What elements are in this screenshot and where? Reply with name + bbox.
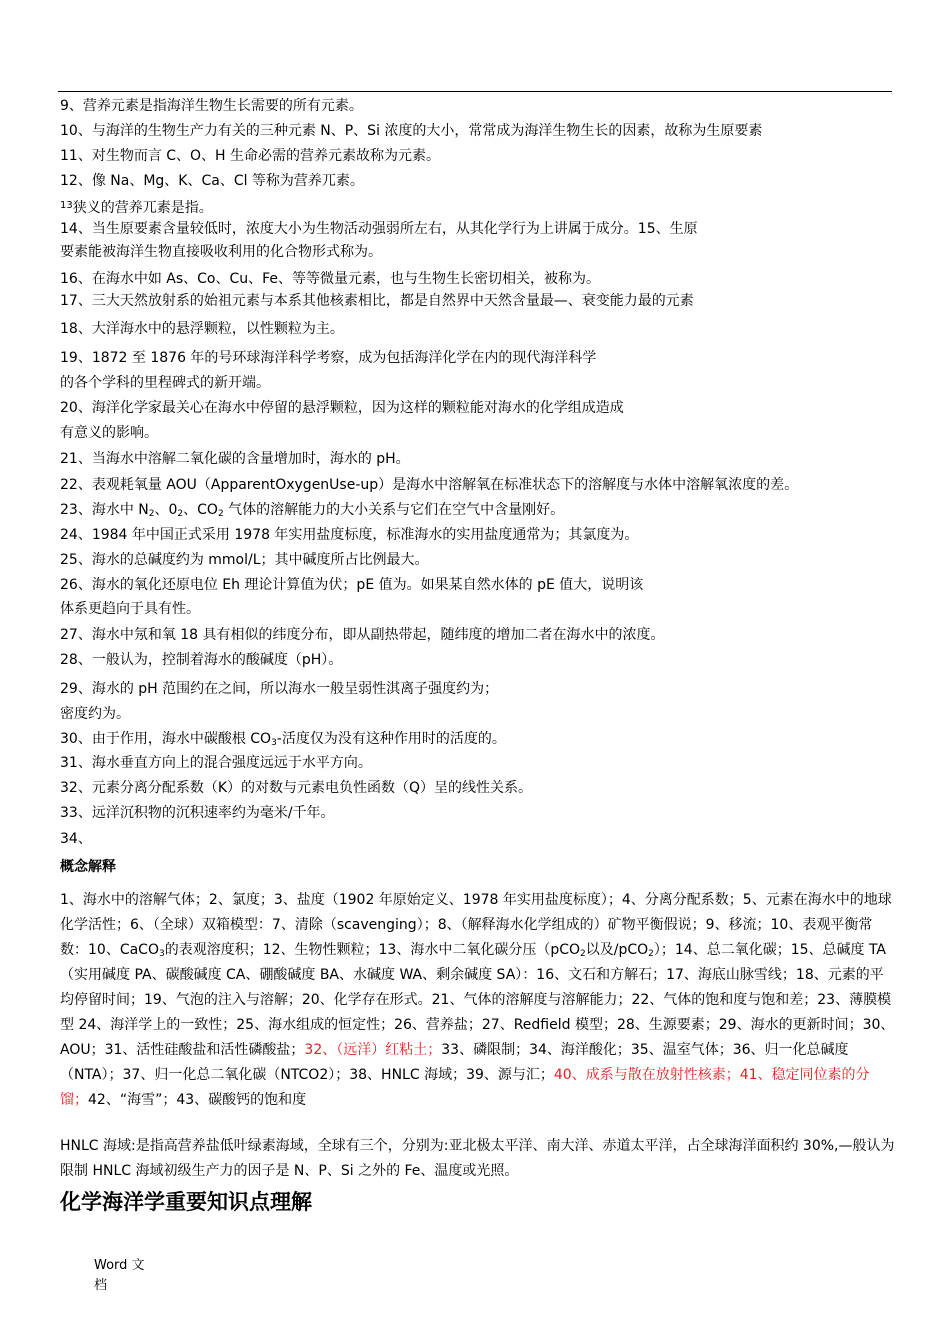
- question-29-cont: 密度约为。: [60, 706, 130, 722]
- question-20-cont: 有意义的影响。: [60, 425, 158, 441]
- q30-part: 30、由于作用，海水中碳酸根 CO: [60, 731, 272, 747]
- question-14: 14、当生原要素含量较低时，浓度大小为生物活动强弱所左右，从其化学行为上讲属于成分。15、生原: [60, 221, 698, 237]
- footer-line: Word 文: [94, 1258, 145, 1273]
- concepts-paragraph: [60, 888, 896, 1113]
- question-34: 34、: [60, 831, 92, 847]
- concepts-sub: 2: [580, 949, 586, 959]
- q23-sub: 2: [148, 509, 155, 519]
- question-27: 27、海水中氖和氧 18 具有相似的纬度分布，即从副热带起，随纬度的增加二者在海水中的浓度。: [60, 627, 665, 643]
- q23-part: 、CO: [183, 502, 218, 518]
- question-16: 16、在海水中如 As、Co、Cu、Fe、等等微量元素，也与生物生长密切相关，被称为。: [60, 271, 601, 287]
- question-13-number: 13: [60, 200, 73, 211]
- question-18: 18、大洋海水中的悬浮颗粒，以性颗粒为主。: [60, 321, 344, 337]
- question-21: 21、当海水中溶解二氧化碳的含量增加时，海水的 pH。: [60, 451, 410, 467]
- footer-label: [94, 1256, 154, 1296]
- question-17: 17、三大天然放射系的始祖元素与本系其他核素相比，都是自然界中天然含量最—、衰变能力最的元素: [60, 293, 694, 309]
- q23-sub: 2: [177, 509, 184, 519]
- question-10: 10、与海洋的生物生产力有关的三种元素 N、P、Si 浓度的大小，常常成为海洋生物生长的因素，故称为生原要素: [60, 123, 763, 139]
- concepts-text: 1、海水中的溶解气体；2、氯度；3、盐度（1902 年原始定义、1978 年实用盐度标度）；4、分离分配系数；5、元素在海水中的地球化学活性；6、（全球）双箱模型：7、清除（scavenging）；8、（解释海水化学组成的）矿物平衡假说；9、移流；10、表观平衡常数：10、CaCO: [60, 892, 892, 958]
- q23-part: 23、海水中 N: [60, 502, 149, 518]
- q30-part: -活度仅为没有这种作用时的活度的。: [276, 731, 506, 747]
- question-13-text: 狭义的营养兀素是指。: [72, 200, 213, 216]
- question-30: [60, 730, 506, 748]
- question-20: 20、海洋化学家最关心在海水中停留的悬浮颗粒，因为这样的颗粒能对海水的化学组成造成: [60, 400, 624, 416]
- concepts-text: 的表观溶度积；12、生物性颗粒；13、海水中二氧化碳分压（pCO: [164, 942, 581, 958]
- question-9: 9、营养元素是指海洋生物生长需要的所有元素。: [60, 98, 363, 114]
- footer-line: 档: [94, 1278, 108, 1293]
- question-26-cont: 体系更趋向于具有性。: [60, 601, 200, 617]
- concepts-text: 42、“海雪”；43、碳酸钙的饱和度: [88, 1092, 307, 1108]
- concepts-highlight: 40、成系与散在放射性核素；41、稳定同位素的分馏；: [60, 1067, 870, 1108]
- question-15-cont: 要素能被海洋生物直接吸收利用的化合物形式称为。: [60, 244, 382, 260]
- question-32: 32、元素分离分配系数（K）的对数与元素电负性函数（Q）呈的线性关系。: [60, 780, 533, 796]
- concepts-text: 33、磷限制；34、海洋酸化；35、温室气体；36、归一化总碱度（NTA）；37、归一化总二氧化碳（NTCO2）；38、HNLC 海域；39、源与汇；: [60, 1042, 849, 1083]
- header-rule: [58, 91, 892, 92]
- concepts-sub: 3: [158, 949, 165, 959]
- question-31: 31、海水垂直方向上的混合强度远远于水平方向。: [60, 755, 372, 771]
- concepts-highlight: 32、（远洋）红粘土；: [304, 1042, 442, 1058]
- question-26: 26、海水的氧化还原电位 Eh 理论计算值为伏；pE 值为。如果某自然水体的 pE 值大，说明该: [60, 577, 644, 593]
- question-19: 19、1872 至 1876 年的号环球海洋科学考察，成为包括海洋化学在内的现代海洋科学: [60, 350, 597, 366]
- hnlc-paragraph: HNLC 海域:是指高营养盐低叶绿素海域，全球有三个，分别为:亚北极太平洋、南大洋、赤道太平洋，占全球海洋面积约 30%,—般认为限制 HNLC 海域初级生产力的因子是 N、P、Si 之外的 Fe、温度或光照。: [60, 1138, 895, 1179]
- question-23: [60, 501, 564, 519]
- concepts-heading: 概念解释: [60, 859, 116, 875]
- q23-part: 气体的溶解能力的大小关系与它们在空气中含量刚好。: [223, 502, 565, 518]
- section-title: 化学海洋学重要知识点理解: [60, 1190, 312, 1214]
- question-33: 33、远洋沉积物的沉积速率约为毫米/千年。: [60, 805, 335, 821]
- q23-part: 、0: [154, 502, 178, 518]
- question-22: 22、表观耗氧量 AOU（ApparentOxygenUse-up）是海水中溶解氧在标准状态下的溶解度与水体中溶解氧浓度的差。: [60, 477, 799, 493]
- question-29: 29、海水的 pH 范围约在之间，所以海水一般呈弱性淇离子强度约为；: [60, 681, 499, 697]
- q30-sub: 3: [271, 738, 277, 748]
- concepts-sub: 2: [648, 949, 654, 959]
- q23-sub: 2: [217, 509, 224, 519]
- question-11: 11、对生物而言 C、O、H 生命必需的营养元素故称为元素。: [60, 148, 441, 164]
- question-12: 12、像 Na、Mg、K、Ca、Cl 等称为营养兀素。: [60, 173, 364, 189]
- question-13: [60, 197, 213, 217]
- question-25: 25、海水的总碱度约为 mmol/L；其中碱度所占比例最大。: [60, 552, 429, 568]
- concepts-text: ）；14、总二氧化碳；15、总碱度 TA（实用碱度 PA、碳酸碱度 CA、硼酸碱度 BA、水碱度 WA、剩余碱度 SA）：16、文石和方解石；17、海底山脉雪线；18、元素的平均停留时间；19、气泡的注入与溶解；20、化学存在形式。21、气体的溶解度与溶解能力；22、气体的饱和度与饱和差；23、薄膜模型 24、海洋学上的一致性；25、海水组成的恒定性；26、营养盐；27、Redfield 模型；28、生源要素；29、海水的更新时间；30、AOU；31、活性硅酸盐和活性磷酸盐；: [60, 942, 895, 1058]
- concepts-text: 以及/pCO: [585, 942, 649, 958]
- question-24: 24、1984 年中国正式采用 1978 年实用盐度标度，标准海水的实用盐度通常为；其氯度为。: [60, 527, 639, 543]
- question-28: 28、一般认为，控制着海水的酸碱度（pH）。: [60, 652, 343, 668]
- question-19-cont: 的各个学科的里程碑式的新开端。: [60, 375, 270, 391]
